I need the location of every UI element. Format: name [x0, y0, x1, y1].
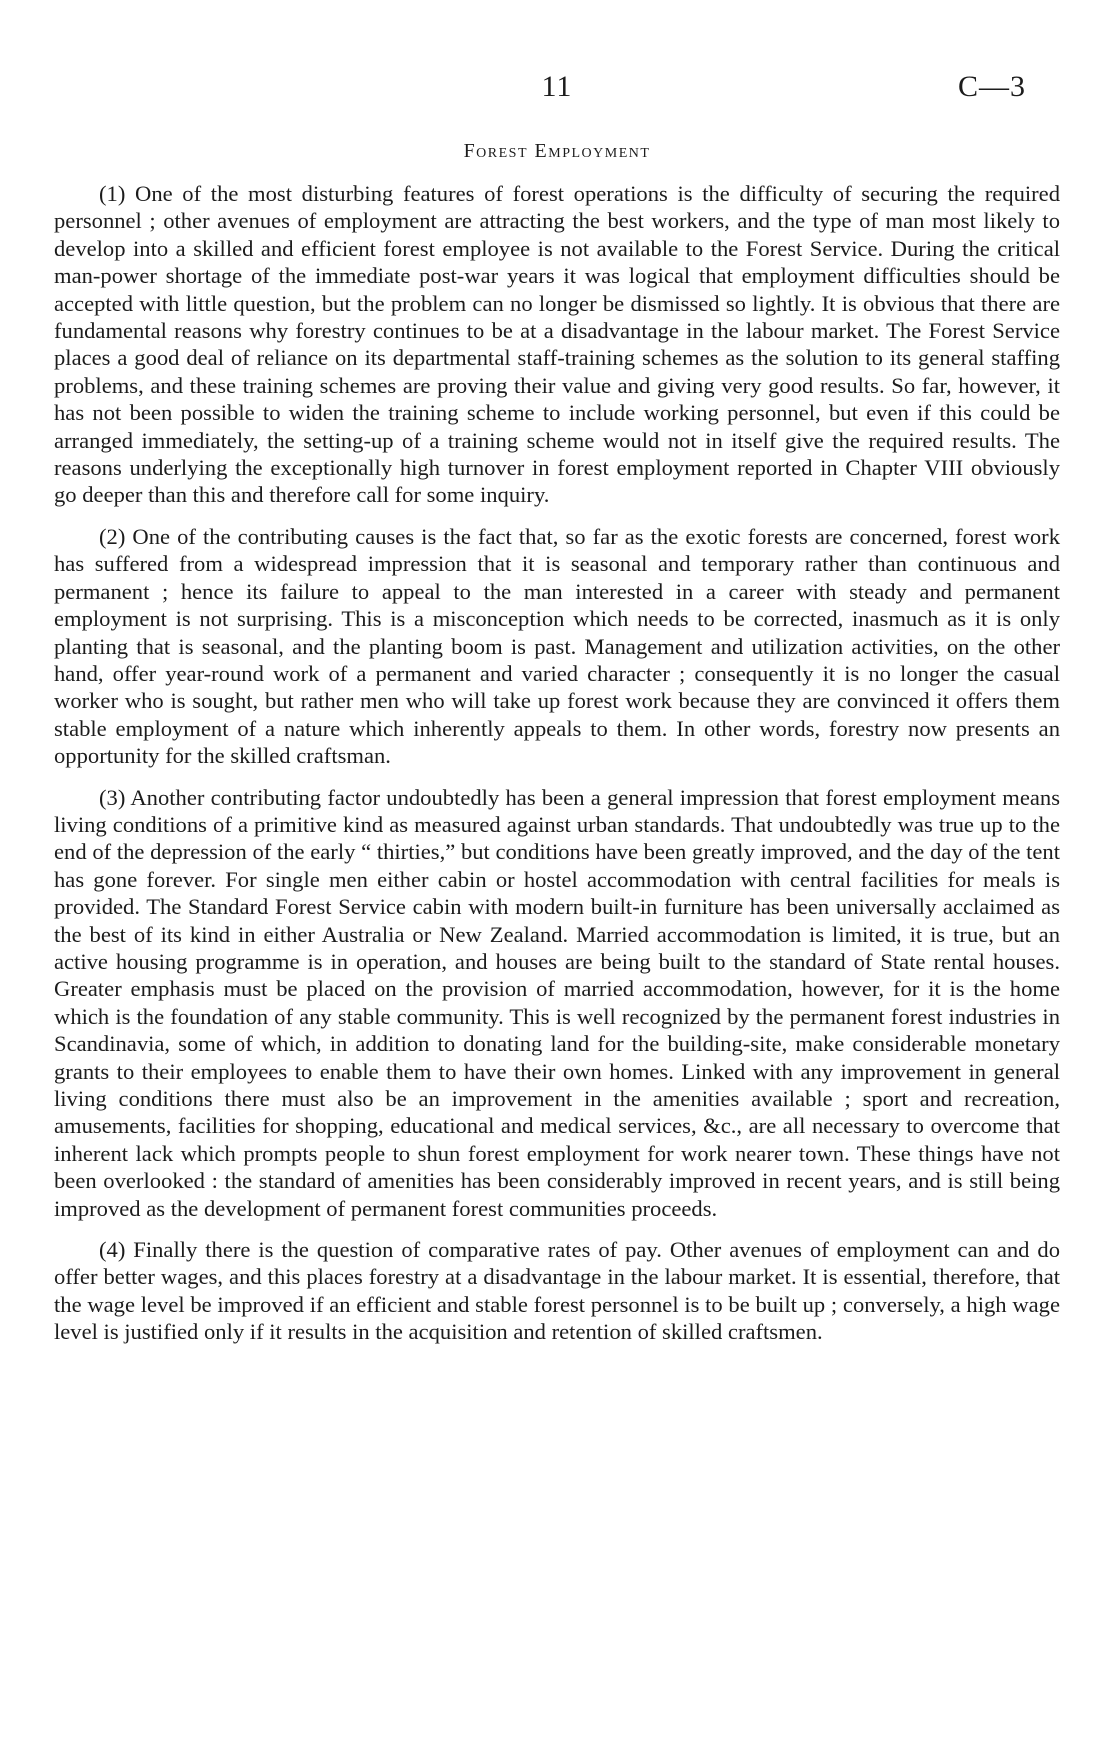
paragraph-1: (1) One of the most disturbing features of forest operations is the difficulty of securing the required personnel ; other avenues of employment are attracting the best workers, and the type of man most likely to develop into a skilled and efficient forest employee is not available to the Forest Service. During the critical man-power shortage of the immediate post-war years it was logical that employment difficulties should be accepted with little question, but the problem can no longer be dismissed so lightly. It is obvious that there are fundamental reasons why forestry continues to be at a disadvantage in the labour market. The Forest Service places a good deal of reliance on its departmental staff-training schemes as the solution to its general staffing problems, and these training schemes are proving their value and giving very good results. So far, however, it has not been possible to widen the training scheme to include working personnel, but even if this could be arranged immediately, the setting-up of a training scheme would not in itself give the required results. The reasons underlying the exceptionally high turnover in forest employment reported in Chapter VIII obviously go deeper than this and therefore call for some inquiry.: [54, 181, 1060, 508]
document-reference: C—3: [957, 70, 1026, 103]
paragraph-4: (4) Finally there is the question of comparative rates of pay. Other avenues of employment can and do offer better wages, and this places forestry at a disadvantage in the labour market. It is essential, therefore, that the wage level be improved if an efficient and stable forest personnel is to be built up ; conversely, a high wage level is justified only if it results in the acquisition and retention of skilled craftsmen.: [54, 1237, 1060, 1345]
body-text: [54, 180, 1060, 1360]
section-heading: Forest Employment: [463, 140, 651, 162]
paragraph-2: (2) One of the contributing causes is the fact that, so far as the exotic forests are concerned, forest work has suffered from a widespread impression that it is seasonal and temporary rather than continuous and permanent ; hence its failure to appeal to the man interested in a career with steady and permanent employment is not surprising. This is a misconception which needs to be corrected, inasmuch as it is only planting that is seasonal, and the planting boom is past. Management and utilization activities, on the other hand, offer year-round work of a permanent and varied character ; consequently it is no longer the casual worker who is sought, but rather men who will take up forest work because they are convinced it offers them stable employment of a nature which inherently appeals to them. In other words, forestry now presents an opportunity for the skilled craftsman.: [54, 523, 1060, 769]
page-number: 11: [541, 70, 573, 103]
paragraph-3: (3) Another contributing factor undoubtedly has been a general impression that forest employment means living conditions of a primitive kind as measured against urban standards. That undoubtedly was true up to the end of the depression of the early “ thirties,” but conditions have been greatly improved, and the day of the tent has gone forever. For single men either cabin or hostel accommodation with central facilities for meals is provided. The Standard Forest Service cabin with modern built-in furniture has been universally acclaimed as the best of its kind in either Australia or New Zealand. Married accommodation is limited, it is true, but an active housing programme is in operation, and houses are being built to the standard of State rental houses. Greater emphasis must be placed on the provision of married accommodation, however, for it is the home which is the foundation of any stable community. This is well recognized by the permanent forest industries in Scandinavia, some of which, in addition to donating land for the building-site, make considerable monetary grants to their employees to enable them to have their own homes. Linked with any improvement in general living conditions there must also be an improvement in the amenities available ; sport and recreation, amusements, facilities for shopping, educational and medical services, &c., are all necessary to overcome that inherent lack which prompts people to shun forest employment for work nearer town. These things have not been overlooked : the standard of amenities has been considerably improved in recent years, and is still being improved as the development of permanent forest communities proceeds.: [54, 784, 1060, 1221]
